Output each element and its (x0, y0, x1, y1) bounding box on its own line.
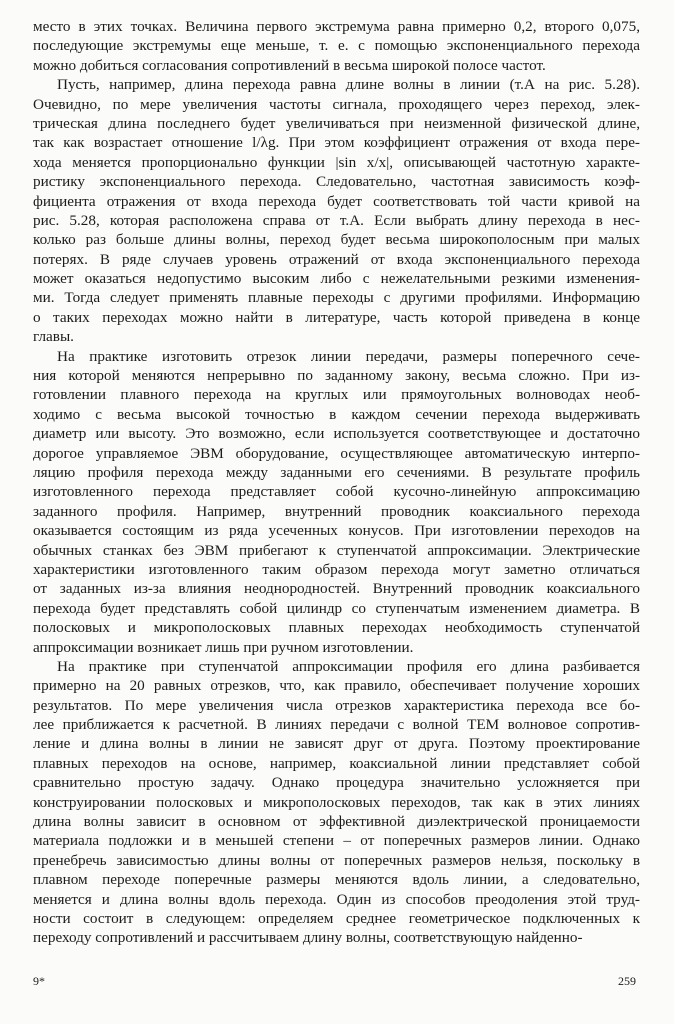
text-line: лее приближается к расчетной. В линиях передачи с волной ТЕМ волновое сопротив- (33, 716, 640, 734)
paragraph (33, 347, 640, 657)
text-line: сравнительно простую задачу. Однако процедура значительно усложняется при (33, 774, 640, 792)
text-line: трическая длина последнего будет увеличиваться при неизменной физической длине, (33, 114, 640, 132)
paragraph (33, 657, 640, 948)
page-number: 259 (618, 974, 636, 988)
text-line: характеристики изготовленного таким образом перехода могут заметно отличаться (33, 560, 640, 578)
text-line: полосковых и микрополосковых плавных переходах необходимость ступенчатой (33, 619, 640, 637)
page-body (33, 17, 640, 948)
text-line: рис. 5.28, которая расположена справа от т.А. Если выбрать длину перехода в нес- (33, 211, 640, 229)
text-line: ния которой меняются непрерывно по заданному закону, весьма сложно. При из- (33, 367, 640, 385)
paragraph (33, 75, 640, 346)
text-line: готовлении плавного перехода на круглых или прямоугольных волноводах необ- (33, 386, 640, 404)
text-line: конструировании полосковых и микрополосковых переходов, так как в этих линиях (33, 793, 640, 811)
text-line: изготовленного перехода представляет собой кусочно-линейную аппроксимацию (33, 483, 640, 501)
text-line: оказывается состоящим из ряда усеченных конусов. При изготовлении переходов на (33, 522, 640, 540)
text-line: материала подложки и в меньшей степени – от поперечных размеров линии. Однако (33, 832, 640, 850)
text-line: На практике изготовить отрезок линии передачи, размеры поперечного сече- (57, 347, 640, 365)
text-line: место в этих точках. Величина первого экстремума равна примерно 0,2, второго 0,075, (33, 18, 640, 35)
text-line: заданного профиля. Например, внутренний проводник коаксиального перехода (33, 502, 640, 520)
text-line: так как возрастает отношение l/λg. При этом коэффициент отражения от входа пере- (33, 134, 640, 152)
text-line: аппроксимации возникает лишь при ручном изготовлении. (33, 638, 414, 656)
text-line: последующие экстремумы еще меньше, т. е. с помощью экспоненциального перехода (33, 37, 640, 55)
text-line: Пусть, например, длина перехода равна длине волны в линии (т.А на рис. 5.28). (57, 76, 640, 94)
text-line: результатов. По мере увеличения числа отрезков характеристика перехода все бо- (33, 696, 640, 714)
text-line: хода меняется пропорционально функции |sin x/x|, описывающей частотную характе- (33, 153, 640, 171)
text-line: может оказаться недопустимо высоким либо с нежелательными резкими изменения- (33, 270, 640, 288)
text-line: обычных станках без ЭВМ прибегают к ступенчатой аппроксимации. Электрические (33, 541, 640, 559)
text-line: от заданных из-за влияния неоднородностей. Внутренний проводник коаксиального (33, 580, 640, 598)
text-line: ристику экспоненциального перехода. Следовательно, частотная зависимость коэф- (33, 173, 640, 191)
text-line: фициента отражения от входа перехода будет соответствовать той части кривой на (33, 192, 640, 210)
text-line: ление и длина волны в линии не зависят друг от друга. Поэтому проектирование (33, 735, 640, 753)
paragraph (33, 17, 640, 75)
text-line: длина волны зависит в основном от эффективной диэлектрической проницаемости (33, 813, 640, 831)
text-line: На практике при ступенчатой аппроксимации профиля его длина разбивается (57, 657, 640, 675)
text-line: колько раз больше длины волны, переход будет весьма широкополосным при малых (33, 231, 640, 249)
text-line: ности состоит в следующем: определяем среднее геометрическое подключенных к (33, 909, 640, 927)
text-line: ляцию профиля перехода между заданными его сечениями. В результате профиль (33, 463, 640, 481)
text-line: диаметр или высоту. Это возможно, если используется соответствующее и достаточно (33, 425, 640, 443)
text-line: плавных переходов на основе, например, коаксиальной линии представляет собой (33, 754, 640, 772)
text-line: дорогое управляемое ЭВМ оборудование, осуществляющее автоматическую интерпо- (33, 444, 640, 462)
text-line: пренебречь зависимостью длины волны от поперечных размеров нельзя, поскольку в (33, 851, 640, 869)
text-line: ходимо с весьма высокой точностью в каждом сечении перехода выдерживать (33, 405, 640, 423)
page-footer (33, 974, 640, 990)
text-line: переходу сопротивлений и рассчитываем длину волны, соответствующую найденно- (33, 929, 583, 947)
text-line: перехода будет представлять собой цилиндр со ступенчатым изменением диаметра. В (33, 599, 640, 617)
text-line: можно добиться согласования сопротивлений в весьма широкой полосе частот. (33, 56, 546, 74)
text-line: о таких переходах можно найти в литературе, часть которой приведена в конце (33, 308, 640, 326)
text-line: меняется и длина волны вдоль перехода. Один из способов преодоления этой труд- (33, 890, 640, 908)
signature-mark: 9* (33, 974, 45, 988)
text-line: примерно на 20 равных отрезков, что, как правило, обеспечивает получение хороших (33, 677, 640, 695)
text-line: Очевидно, по мере увеличения частоты сигнала, проходящего через переход, элек- (33, 95, 640, 113)
text-line: плавном переходе поперечные размеры меняются вдоль линии, а следовательно, (33, 871, 640, 889)
text-line: главы. (33, 328, 74, 346)
text-line: потерях. В ряде случаев уровень отражений от входа экспоненциального перехода (33, 250, 640, 268)
text-line: ми. Тогда следует применять плавные переходы с другими профилями. Информацию (33, 289, 640, 307)
